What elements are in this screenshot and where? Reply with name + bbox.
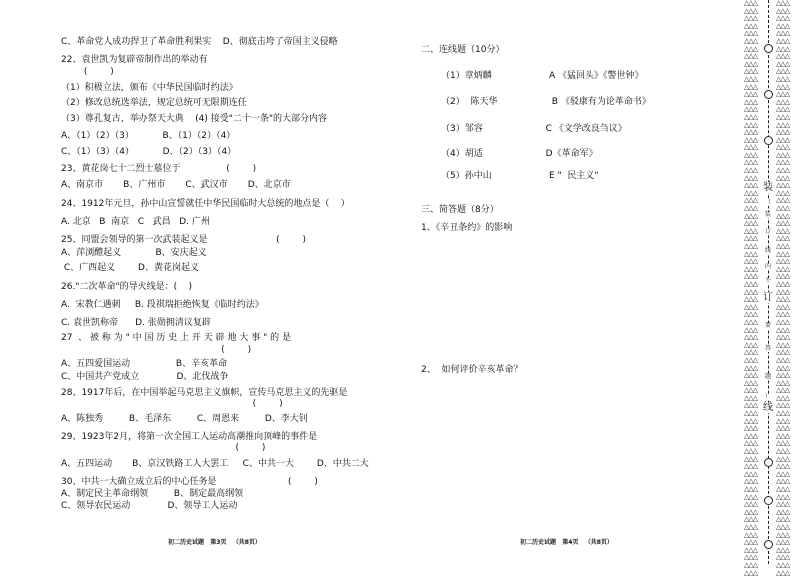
- section-short-answer-title: 三、简答题（8分）: [421, 205, 499, 215]
- triangle-row: △△△: [776, 462, 790, 471]
- triangle-row: △△△: [744, 59, 758, 68]
- triangle-row: △△△: [744, 67, 758, 76]
- triangle-row: △△△: [744, 234, 758, 243]
- triangle-row: △△△: [744, 431, 758, 440]
- q24-stem: 24、1912年元旦，孙中山宣誓就任中华民国临时大总统的地点是（ ）: [61, 199, 350, 209]
- triangle-row: △△△: [776, 485, 790, 493]
- triangle-row: △△△: [744, 272, 758, 281]
- triangle-row: △△△: [744, 196, 758, 205]
- triangle-row: △△△: [744, 279, 758, 288]
- triangle-row: △△△: [744, 211, 758, 220]
- triangle-row: △△△: [776, 439, 790, 448]
- triangle-row: △△△: [776, 469, 790, 478]
- binding-note-10: ）: [765, 393, 772, 400]
- triangle-row: △△△: [744, 226, 758, 235]
- triangle-row: △△△: [744, 416, 758, 425]
- binding-note-8: 答: [765, 345, 772, 352]
- triangle-row: △△△: [776, 211, 790, 220]
- triangle-row: △△△: [776, 59, 790, 68]
- triangle-row: △△△: [744, 242, 758, 250]
- triangle-row: △△△: [776, 90, 790, 99]
- triangle-row: △△△: [776, 44, 790, 53]
- triangle-row: △△△: [776, 14, 790, 23]
- triangle-row: △△△: [776, 204, 790, 213]
- triangle-row: △△△: [744, 333, 758, 342]
- triangle-row: △△△: [744, 439, 758, 448]
- triangle-row: △△△: [776, 234, 790, 243]
- q29-options: A、五四运动 B、京汉铁路工人大罢工 C、中共一大 D、中共二大: [61, 459, 369, 469]
- triangle-row: △△△: [744, 219, 758, 228]
- triangle-row: △△△: [744, 112, 758, 121]
- triangle-row: △△△: [744, 325, 758, 334]
- q22-options-ab: A、（1）（2）（3） B、（1）（2）（4）: [61, 131, 236, 141]
- triangle-row: △△△: [776, 188, 790, 197]
- triangle-row: △△△: [744, 492, 758, 501]
- triangle-row: △△△: [744, 158, 758, 167]
- triangle-row: △△△: [744, 447, 758, 456]
- triangle-row: △△△: [744, 36, 758, 45]
- matching-row-4: （4）胡适 D《革命军》: [441, 149, 598, 159]
- triangle-row: △△△: [776, 166, 790, 175]
- triangle-row: △△△: [776, 181, 790, 190]
- binding-hole-icon: [764, 90, 773, 99]
- binding-note-3: 订: [765, 228, 772, 235]
- q30-stem: 30、中共一大确立成立后的中心任务是 ( ): [61, 477, 318, 487]
- triangle-row: △△△: [744, 287, 758, 296]
- q25-stem: 25、同盟会领导的第一次武装起义是 ( ): [61, 235, 307, 245]
- triangle-row: △△△: [744, 454, 758, 463]
- triangle-row: △△△: [744, 568, 758, 577]
- triangle-row: △△△: [744, 409, 758, 418]
- triangle-row: △△△: [776, 545, 790, 554]
- q26-stem: 26."二次革命"的导火线是：( ): [61, 282, 193, 292]
- binding-char-ding: 订: [763, 292, 773, 303]
- triangle-row: △△△: [776, 242, 790, 250]
- triangle-row: △△△: [744, 264, 758, 273]
- q22-options-cd: C、（1）（3）（4） D、（2）（3）（4）: [61, 147, 237, 157]
- q26-options-ab: A. 宋教仁遇刺 B. 段祺瑞拒绝恢复《临时约法》: [61, 300, 264, 310]
- q23-stem: 23、黄花岗七十二烈士墓位于 ( ): [61, 164, 257, 174]
- triangle-row: △△△: [776, 272, 790, 281]
- binding-hole-icon: [764, 44, 773, 53]
- triangle-row: △△△: [776, 143, 790, 152]
- triangle-row: △△△: [776, 29, 790, 38]
- matching-row-2: （2） 陈天华 B 《驳康有为论革命书》: [441, 97, 651, 107]
- triangle-row: △△△: [744, 181, 758, 190]
- triangle-row: △△△: [744, 302, 758, 311]
- q22-item-1: （1）积极立法，颁布《中华民国临时约法》: [61, 83, 238, 93]
- binding-note-4: 线: [765, 247, 772, 254]
- triangle-row: △△△: [776, 401, 790, 410]
- triangle-row: △△△: [744, 469, 758, 478]
- triangle-row: △△△: [776, 500, 790, 509]
- q27-stem: 27 、 被 称 为 " 中 国 历 史 上 开 天 辟 地 大 事 " 的 是: [61, 333, 291, 343]
- binding-note-9: 题: [765, 373, 772, 380]
- triangle-row: △△△: [744, 378, 758, 387]
- triangle-row: △△△: [744, 371, 758, 380]
- q23-options: A、南京市 B、广州市 C、武汉市 D、北京市: [61, 180, 291, 190]
- binding-char-xian: 线: [763, 402, 773, 413]
- triangle-row: △△△: [744, 485, 758, 493]
- triangle-row: △△△: [744, 105, 758, 114]
- triangle-row: △△△: [776, 333, 790, 342]
- triangle-row: △△△: [744, 135, 758, 144]
- triangle-row: △△△: [776, 454, 790, 463]
- q25-options-cd: C、广西起义 D、黄花岗起义: [61, 263, 199, 273]
- triangle-row: △△△: [744, 173, 758, 182]
- page-footer-left: 初二历史试题 第3页 （共8页）: [168, 539, 261, 546]
- binding-note-7: 要: [765, 322, 772, 329]
- q21-options-cd: C、革命党人成功捍卫了革命胜利果实 D、彻底击垮了帝国主义侵略: [61, 37, 338, 47]
- triangle-row: △△△: [744, 52, 758, 61]
- triangle-row: △△△: [776, 310, 790, 319]
- triangle-row: △△△: [776, 553, 790, 562]
- triangle-row: △△△: [776, 135, 790, 144]
- triangle-row: △△△: [744, 249, 758, 258]
- triangle-row: △△△: [776, 393, 790, 402]
- q22-stem: 22、袁世凯为复辟帝制作出的举动有: [61, 55, 208, 65]
- q22-item-3-4: （3）尊孔复古，举办祭天大典 (4) 接受"二十一条"的大部分内容: [61, 114, 328, 124]
- triangle-row: △△△: [776, 105, 790, 114]
- q28-options: A、陈独秀 B、毛泽东 C、周恩来 D、李大钊: [61, 414, 308, 424]
- triangle-row: △△△: [776, 340, 790, 349]
- triangle-row: △△△: [776, 264, 790, 273]
- triangle-row: △△△: [776, 507, 790, 516]
- triangle-row: △△△: [744, 44, 758, 53]
- triangle-row: △△△: [776, 295, 790, 304]
- triangle-row: △△△: [776, 74, 790, 83]
- short-answer-q1: 1、《辛丑条约》的影响: [421, 223, 513, 233]
- triangle-row: △△△: [744, 150, 758, 159]
- triangle-row: △△△: [744, 522, 758, 531]
- triangle-row: △△△: [744, 29, 758, 38]
- triangle-row: △△△: [744, 0, 758, 7]
- q30-options-ab: A、制定民主革命纲领 B、制定最高纲领: [61, 489, 244, 499]
- triangle-row: △△△: [744, 310, 758, 319]
- triangle-row: △△△: [744, 393, 758, 402]
- triangle-row: △△△: [776, 431, 790, 440]
- triangle-row: △△△: [744, 530, 758, 539]
- triangle-row: △△△: [744, 317, 758, 326]
- triangle-row: △△△: [776, 363, 790, 372]
- triangle-row: △△△: [776, 173, 790, 182]
- triangle-row: △△△: [744, 462, 758, 471]
- triangle-row: △△△: [776, 325, 790, 334]
- matching-row-3: （3）邹容 C 《文学改良刍议》: [441, 124, 627, 134]
- q27-options-ab: A、五四爱国运动 B、辛亥革命: [61, 359, 228, 369]
- triangle-border-right: [776, 0, 795, 577]
- triangle-row: △△△: [744, 545, 758, 554]
- triangle-row: △△△: [776, 219, 790, 228]
- triangle-row: △△△: [776, 355, 790, 364]
- triangle-row: △△△: [744, 538, 758, 547]
- triangle-row: △△△: [744, 90, 758, 99]
- triangle-row: △△△: [744, 6, 758, 15]
- q22-item-2: （2）修改总统选举法，规定总统可无限期连任: [61, 98, 247, 108]
- q24-options: A. 北京 B 南京 C 武昌 D. 广州: [61, 217, 210, 227]
- triangle-row: △△△: [776, 568, 790, 577]
- triangle-row: △△△: [776, 36, 790, 45]
- triangle-row: △△△: [776, 477, 790, 486]
- triangle-row: △△△: [776, 196, 790, 205]
- triangle-row: △△△: [776, 0, 790, 7]
- triangle-row: △△△: [776, 249, 790, 258]
- triangle-row: △△△: [776, 447, 790, 456]
- q28-stem: 28、1917年后，在中国举起马克思主义旗帜，宣传马克思主义的先驱是: [61, 388, 348, 398]
- triangle-row: △△△: [776, 386, 790, 395]
- q22-answer-paren: ( ): [61, 67, 114, 77]
- binding-hole-icon: [764, 540, 773, 549]
- triangle-row: △△△: [776, 120, 790, 129]
- binding-note-5: 内: [765, 263, 772, 270]
- q26-options-cd: C. 袁世凯称帝 D. 张勋拥清议复辟: [61, 318, 211, 328]
- triangle-row: △△△: [744, 14, 758, 23]
- triangle-row: △△△: [776, 302, 790, 311]
- triangle-row: △△△: [776, 6, 790, 15]
- triangle-row: △△△: [744, 553, 758, 562]
- triangle-row: △△△: [744, 257, 758, 266]
- section-matching-title: 二、连线题（10分）: [421, 45, 505, 55]
- triangle-row: △△△: [744, 560, 758, 569]
- triangle-row: △△△: [776, 522, 790, 531]
- triangle-row: △△△: [744, 295, 758, 304]
- triangle-row: △△△: [744, 500, 758, 509]
- triangle-row: △△△: [744, 363, 758, 372]
- q27-answer-paren: ( ): [61, 345, 252, 355]
- triangle-row: △△△: [776, 279, 790, 288]
- q29-stem: 29、1923年2月，将第一次全国工人运动高潮推向顶峰的事件是: [61, 432, 318, 442]
- q28-answer-paren: ( ): [61, 399, 283, 409]
- triangle-row: △△△: [776, 348, 790, 357]
- triangle-row: △△△: [744, 386, 758, 395]
- triangle-border-left: [744, 0, 763, 577]
- triangle-row: △△△: [744, 348, 758, 357]
- triangle-row: △△△: [776, 416, 790, 425]
- triangle-row: △△△: [776, 371, 790, 380]
- binding-note-6: 不: [765, 277, 772, 284]
- triangle-row: △△△: [776, 378, 790, 387]
- triangle-row: △△△: [744, 355, 758, 364]
- binding-hole-icon: [764, 496, 773, 505]
- binding-char-zhuang: 装: [763, 182, 773, 193]
- q29-answer-paren: ( ): [61, 443, 266, 453]
- triangle-row: △△△: [744, 143, 758, 152]
- triangle-row: △△△: [776, 150, 790, 159]
- triangle-row: △△△: [744, 21, 758, 30]
- triangle-row: △△△: [776, 409, 790, 418]
- triangle-row: △△△: [744, 82, 758, 91]
- triangle-row: △△△: [776, 226, 790, 235]
- triangle-row: △△△: [744, 128, 758, 137]
- binding-line: [764, 0, 774, 564]
- triangle-row: △△△: [744, 340, 758, 349]
- triangle-row: △△△: [776, 287, 790, 296]
- triangle-row: △△△: [776, 538, 790, 547]
- triangle-row: △△△: [744, 507, 758, 516]
- matching-row-5: （5）孙中山 E " 民主义": [441, 171, 599, 181]
- triangle-row: △△△: [744, 120, 758, 129]
- triangle-row: △△△: [744, 188, 758, 197]
- triangle-row: △△△: [744, 97, 758, 106]
- triangle-row: △△△: [776, 515, 790, 524]
- q25-options-ab: A、萍浏醴起义 B、安庆起义: [61, 248, 207, 258]
- short-answer-q2: 2、 如何评价辛亥革命？: [421, 365, 523, 375]
- triangle-row: △△△: [744, 477, 758, 486]
- triangle-row: △△△: [776, 128, 790, 137]
- triangle-row: △△△: [776, 158, 790, 167]
- triangle-row: △△△: [776, 97, 790, 106]
- triangle-row: △△△: [744, 74, 758, 83]
- triangle-row: △△△: [744, 401, 758, 410]
- triangle-row: △△△: [744, 424, 758, 433]
- binding-hole-icon: [764, 136, 773, 145]
- triangle-row: △△△: [776, 530, 790, 539]
- triangle-row: △△△: [776, 317, 790, 326]
- triangle-row: △△△: [776, 21, 790, 30]
- triangle-row: △△△: [776, 82, 790, 91]
- triangle-row: △△△: [776, 52, 790, 61]
- q30-options-cd: C、领导农民运动 D、领导工人运动: [61, 501, 238, 511]
- triangle-row: △△△: [776, 492, 790, 501]
- triangle-row: △△△: [776, 112, 790, 121]
- page-footer-right: 初二历史试题 第4页 （共8页）: [520, 539, 613, 546]
- triangle-row: △△△: [776, 560, 790, 569]
- triangle-row: △△△: [744, 515, 758, 524]
- binding-hole-icon: [764, 458, 773, 467]
- binding-note-2: 装: [765, 211, 772, 218]
- matching-row-1: （1）章炳麟 A 《猛回头》《警世钟》: [441, 71, 644, 81]
- triangle-row: △△△: [776, 67, 790, 76]
- triangle-row: △△△: [744, 204, 758, 213]
- triangle-row: △△△: [776, 257, 790, 266]
- binding-note-1: （: [765, 199, 772, 206]
- triangle-row: △△△: [744, 166, 758, 175]
- triangle-row: △△△: [776, 424, 790, 433]
- q27-options-cd: C、中国共产党成立 D、北伐战争: [61, 372, 229, 382]
